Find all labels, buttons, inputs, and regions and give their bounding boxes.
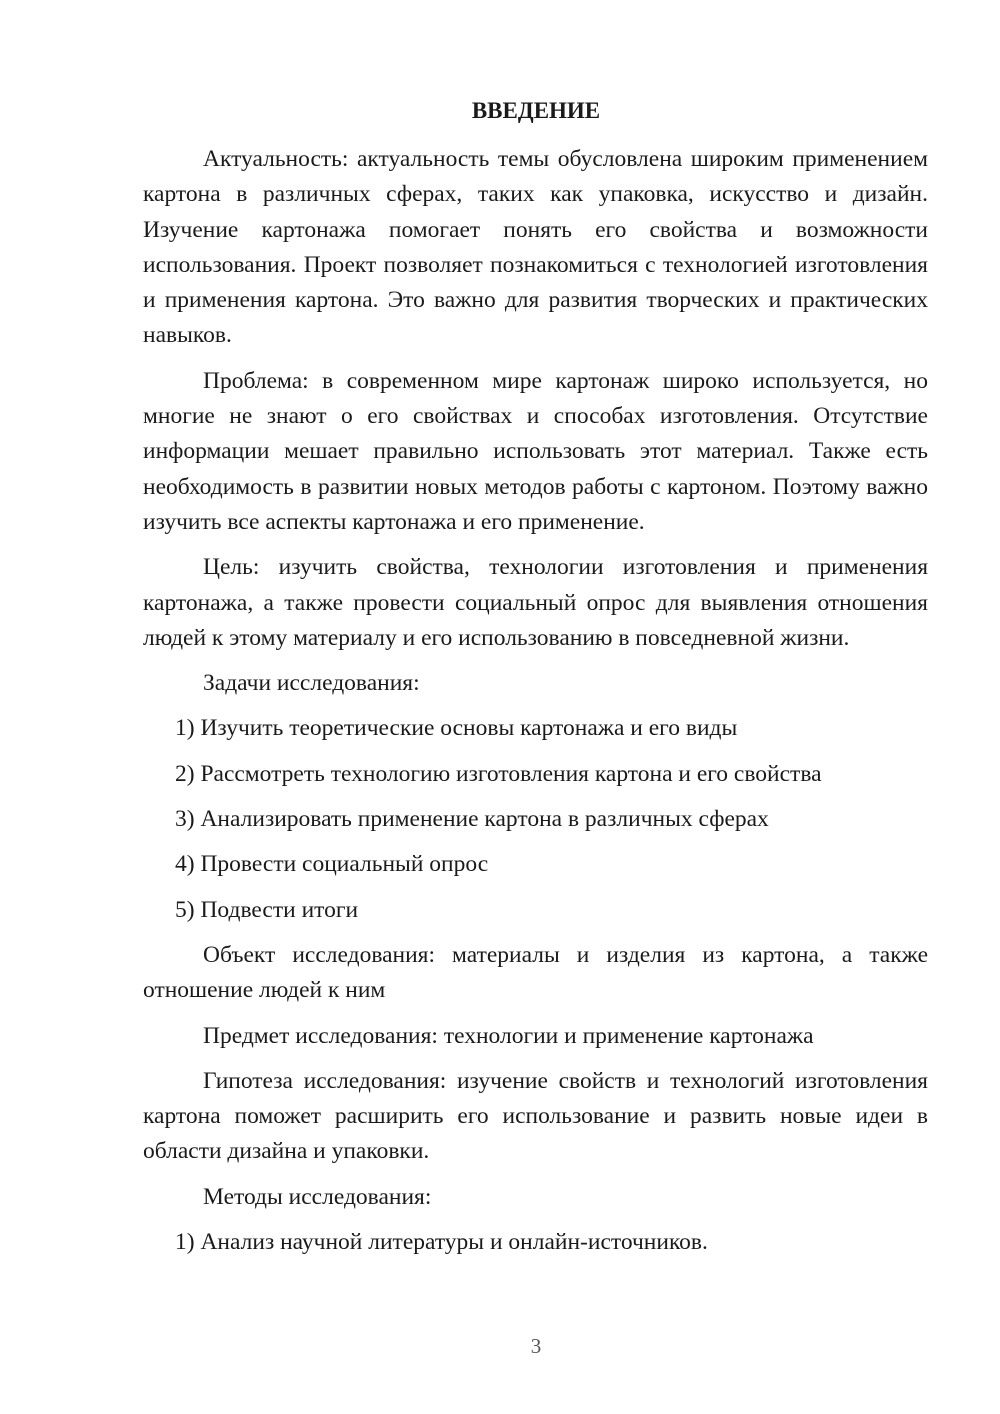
document-body [143, 142, 928, 1270]
task-item: 1) Изучить теоретические основы картонажа и его виды [175, 715, 738, 742]
paragraph-object: Объект исследования: материалы и изделия из картона, а также отношение людей к ним [143, 941, 928, 1004]
methods-heading: Методы исследования: [203, 1183, 432, 1210]
paragraph-relevance: Актуальность: актуальность темы обусловлена широким применением картона в различных сферах, таких как упаковка, искусство и дизайн. Изучение картонажа помогает понять его свойства и возможности использования. Проект позволяет познакомиться с технологией изготовления и применения картона. Это важно для развития творческих и практических навыков. [143, 146, 928, 349]
method-item: 1) Анализ научной литературы и онлайн-источников. [175, 1229, 708, 1256]
task-item: 5) Подвести итоги [175, 896, 359, 923]
page-title: ВВЕДЕНИЕ [471, 98, 601, 123]
page-number: 3 [530, 1334, 542, 1358]
task-item: 4) Провести социальный опрос [175, 851, 489, 878]
paragraph-problem: Проблема: в современном мире картонаж широко используется, но многие не знают о его свойствах и способах изготовления. Отсутствие информации мешает правильно использовать этот материал. Также есть необходимость в развитии новых методов работы с картоном. Поэтому важно изучить все аспекты картонажа и его применение. [143, 367, 928, 535]
paragraph-hypothesis: Гипотеза исследования: изучение свойств и технологий изготовления картона поможет расширить его использование и развить новые идеи в области дизайна и упаковки. [143, 1067, 928, 1165]
paragraph-goal: Цель: изучить свойства, технологии изготовления и применения картонажа, а также провести социальный опрос для выявления отношения людей к этому материалу и его использованию в повседневной жизни. [143, 554, 928, 651]
tasks-heading: Задачи исследования: [203, 670, 420, 697]
paragraph-subject: Предмет исследования: технологии и применение картонажа [203, 1022, 814, 1049]
task-item: 3) Анализировать применение картона в различных сферах [175, 806, 769, 833]
task-item: 2) Рассмотреть технологию изготовления картона и его свойства [175, 760, 822, 787]
